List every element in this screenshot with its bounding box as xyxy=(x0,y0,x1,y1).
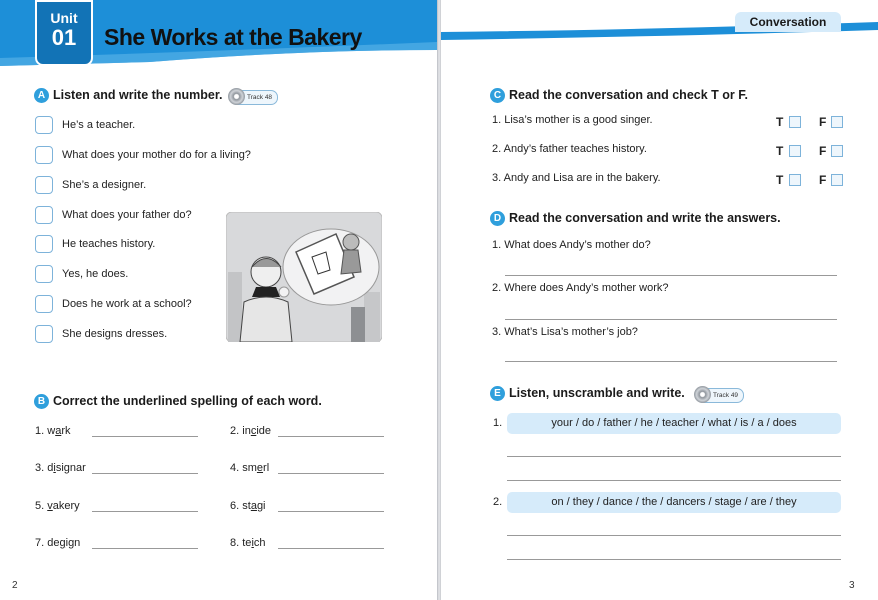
answer-box[interactable] xyxy=(35,206,53,224)
statement: 2. Andy’s father teaches history. xyxy=(492,143,647,155)
sentence: She’s a designer. xyxy=(62,179,147,191)
false-checkbox[interactable] xyxy=(831,145,843,157)
t-label: T xyxy=(776,115,784,129)
spelling-word: 3. disignar xyxy=(35,462,86,474)
sentence: She designs dresses. xyxy=(62,328,168,340)
answer-line[interactable] xyxy=(92,548,198,549)
track-49-label: Track 49 xyxy=(713,392,739,399)
t-label: T xyxy=(776,173,784,187)
section-b-letter: B xyxy=(34,394,49,409)
spelling-word: 1. wark xyxy=(35,425,71,437)
cd-icon xyxy=(228,88,245,105)
section-d-title: Read the conversation and write the answers. xyxy=(509,211,781,225)
spelling-word: 2. incide xyxy=(230,425,271,437)
true-checkbox[interactable] xyxy=(789,174,801,186)
false-checkbox[interactable] xyxy=(831,174,843,186)
scrambled-words: on / they / dance / the / dancers / stage / are / they xyxy=(507,492,841,513)
section-a-heading xyxy=(34,88,222,103)
sentence: Yes, he does. xyxy=(62,268,129,280)
answer-line[interactable] xyxy=(278,511,384,512)
answer-box[interactable] xyxy=(35,116,53,134)
unit-label: Unit xyxy=(50,10,78,26)
section-d-letter: D xyxy=(490,211,505,226)
answer-line[interactable] xyxy=(505,275,837,276)
answer-box[interactable] xyxy=(35,235,53,253)
unit-number: 01 xyxy=(51,25,77,50)
right-page xyxy=(441,0,878,600)
statement: 1. Lisa’s mother is a good singer. xyxy=(492,114,653,126)
sentence: Does he work at a school? xyxy=(62,298,192,310)
answer-line[interactable] xyxy=(505,319,837,320)
t-label: T xyxy=(776,144,784,158)
section-tag: Conversation xyxy=(735,12,841,32)
track-48-label: Track 48 xyxy=(247,94,273,101)
f-label: F xyxy=(819,144,827,158)
answer-box[interactable] xyxy=(35,295,53,313)
section-c-letter: C xyxy=(490,88,505,103)
item-number: 1. xyxy=(493,417,503,429)
spelling-word: 7. degign xyxy=(35,537,81,549)
illustration-boy-dreaming-designer xyxy=(226,212,382,342)
statement: 3. Andy and Lisa are in the bakery. xyxy=(492,172,661,184)
answer-line[interactable] xyxy=(507,480,841,481)
track-48-button[interactable] xyxy=(230,90,278,105)
section-d-heading xyxy=(490,211,781,226)
f-label: F xyxy=(819,173,827,187)
answer-line[interactable] xyxy=(92,473,198,474)
sentence: He’s a teacher. xyxy=(62,119,136,131)
answer-box[interactable] xyxy=(35,176,53,194)
item-number: 2. xyxy=(493,496,503,508)
sentence: What does your father do? xyxy=(62,209,192,221)
cd-icon xyxy=(694,386,711,403)
unit-title: She Works at the Bakery xyxy=(104,24,362,50)
section-b-title: Correct the underlined spelling of each word. xyxy=(53,394,322,408)
question: 2. Where does Andy’s mother work? xyxy=(492,282,669,294)
page-number-right: 3 xyxy=(849,580,855,591)
section-e-title: Listen, unscramble and write. xyxy=(509,386,685,400)
answer-line[interactable] xyxy=(278,473,384,474)
answer-line[interactable] xyxy=(278,548,384,549)
section-c-title: Read the conversation and check T or F. xyxy=(509,88,748,102)
answer-line[interactable] xyxy=(507,559,841,560)
spelling-word: 5. vakery xyxy=(35,500,80,512)
section-a-title: Listen and write the number. xyxy=(53,88,223,102)
track-49-button[interactable] xyxy=(696,388,744,403)
section-e-letter: E xyxy=(490,386,505,401)
page-number-left: 2 xyxy=(12,580,18,591)
answer-line[interactable] xyxy=(507,535,841,536)
answer-line[interactable] xyxy=(507,456,841,457)
section-c-heading xyxy=(490,88,748,103)
sentence: He teaches history. xyxy=(62,238,156,250)
spelling-word: 8. teich xyxy=(230,537,266,549)
scrambled-words: your / do / father / he / teacher / what / is / a / does xyxy=(507,413,841,434)
section-b-heading xyxy=(34,394,322,409)
answer-box[interactable] xyxy=(35,146,53,164)
answer-line[interactable] xyxy=(92,436,198,437)
spelling-word: 6. stagi xyxy=(230,500,266,512)
answer-box[interactable] xyxy=(35,325,53,343)
answer-line[interactable] xyxy=(278,436,384,437)
answer-line[interactable] xyxy=(92,511,198,512)
section-a-letter: A xyxy=(34,88,49,103)
sentence: What does your mother do for a living? xyxy=(62,149,251,161)
question: 1. What does Andy’s mother do? xyxy=(492,239,651,251)
answer-box[interactable] xyxy=(35,265,53,283)
left-page xyxy=(0,0,437,600)
true-checkbox[interactable] xyxy=(789,145,801,157)
answer-line[interactable] xyxy=(505,361,837,362)
spelling-word: 4. smerl xyxy=(230,462,270,474)
f-label: F xyxy=(819,115,827,129)
unit-badge xyxy=(35,0,93,66)
true-checkbox[interactable] xyxy=(789,116,801,128)
section-e-heading xyxy=(490,386,685,401)
question: 3. What’s Lisa’s mother’s job? xyxy=(492,326,638,338)
false-checkbox[interactable] xyxy=(831,116,843,128)
